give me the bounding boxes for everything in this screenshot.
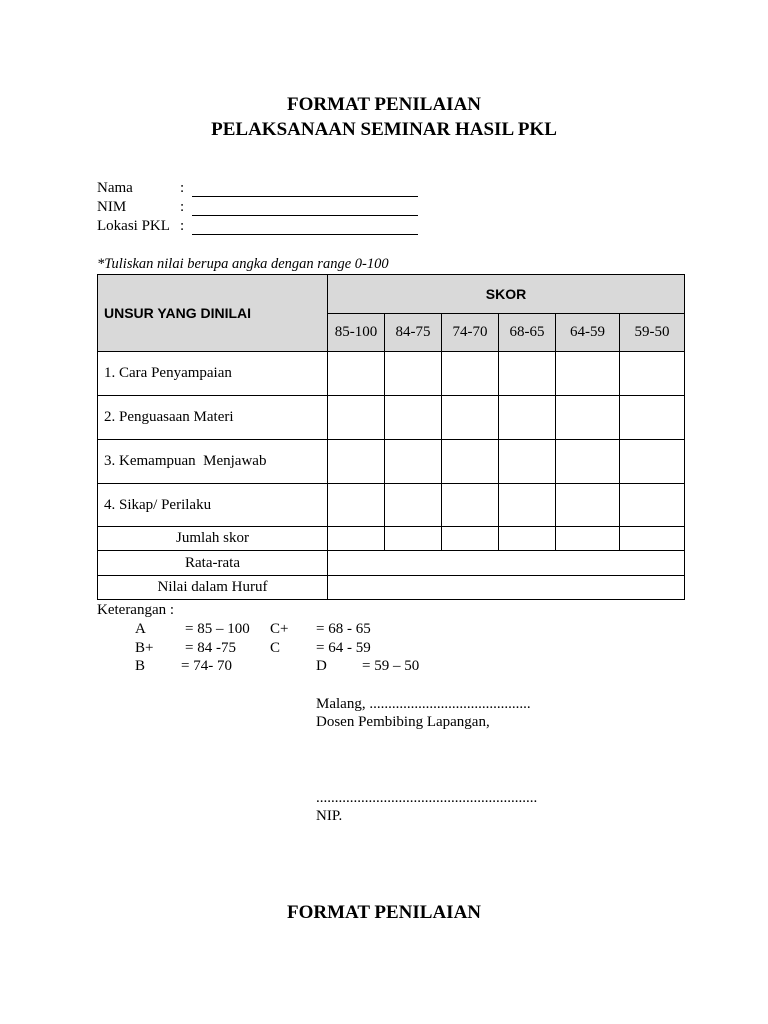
score-header: SKOR xyxy=(328,275,685,314)
score-cell[interactable] xyxy=(442,484,499,527)
score-cell[interactable] xyxy=(328,527,385,551)
instruction-note: *Tuliskan nilai berupa angka dengan range 0-100 xyxy=(97,256,389,272)
field-nim-line[interactable] xyxy=(192,201,418,221)
score-cell[interactable] xyxy=(556,440,620,484)
score-cell[interactable] xyxy=(442,440,499,484)
legend-grade: B+ xyxy=(135,640,154,656)
score-cell[interactable] xyxy=(328,440,385,484)
score-cell[interactable] xyxy=(556,352,620,396)
legend-range: = 74- 70 xyxy=(181,658,232,674)
table-row xyxy=(98,352,685,396)
score-cell[interactable] xyxy=(385,440,442,484)
field-location-line[interactable] xyxy=(192,220,418,240)
signer-nip: NIP. xyxy=(316,808,343,824)
score-range-header: 68-65 xyxy=(499,314,556,352)
field-location-sep: : xyxy=(180,218,185,234)
score-cell[interactable] xyxy=(442,396,499,440)
score-range-header: 74-70 xyxy=(442,314,499,352)
average-cell[interactable] xyxy=(328,551,685,576)
score-cell[interactable] xyxy=(556,484,620,527)
legend-grade: B xyxy=(135,658,146,674)
field-nim-label: NIM xyxy=(97,199,127,215)
score-cell[interactable] xyxy=(620,352,685,396)
criteria-label: 3. Kemampuan Menjawab xyxy=(98,440,328,484)
criteria-label: 4. Sikap/ Perilaku xyxy=(98,484,328,527)
score-cell[interactable] xyxy=(328,352,385,396)
table-row xyxy=(98,484,685,527)
score-range-header: 64-59 xyxy=(556,314,620,352)
score-cell[interactable] xyxy=(556,396,620,440)
score-cell[interactable] xyxy=(556,527,620,551)
legend-range: = 64 - 59 xyxy=(316,640,371,656)
score-cell[interactable] xyxy=(499,484,556,527)
score-cell[interactable] xyxy=(328,396,385,440)
score-cell[interactable] xyxy=(620,484,685,527)
score-table xyxy=(97,274,685,600)
score-cell[interactable] xyxy=(499,527,556,551)
legend-grade: D xyxy=(316,658,327,674)
legend-range: = 84 -75 xyxy=(185,640,236,656)
table-row xyxy=(98,440,685,484)
criteria-header: UNSUR YANG DINILAI xyxy=(98,275,328,352)
average-label: Rata-rata xyxy=(98,551,328,576)
score-cell[interactable] xyxy=(499,396,556,440)
letter-grade-label: Nilai dalam Huruf xyxy=(98,576,328,600)
field-location-label: Lokasi PKL xyxy=(97,218,170,234)
legend-range: = 68 - 65 xyxy=(316,621,371,637)
score-range-header: 84-75 xyxy=(385,314,442,352)
field-nim-sep: : xyxy=(180,199,185,215)
score-cell[interactable] xyxy=(620,527,685,551)
letter-grade-cell[interactable] xyxy=(328,576,685,600)
average-row xyxy=(98,551,685,576)
score-range-header: 59-50 xyxy=(620,314,685,352)
score-cell[interactable] xyxy=(442,527,499,551)
document-subtitle: PELAKSANAAN SEMINAR HASIL PKL xyxy=(211,119,557,140)
legend-grade: C+ xyxy=(270,621,289,637)
score-cell[interactable] xyxy=(499,352,556,396)
document-title: FORMAT PENILAIAN xyxy=(286,94,482,115)
legend-title: Keterangan : xyxy=(97,602,175,618)
score-cell[interactable] xyxy=(499,440,556,484)
next-document-title: FORMAT PENILAIAN xyxy=(286,902,482,923)
field-name-label: Nama xyxy=(97,180,133,196)
legend-grade: C xyxy=(270,640,281,656)
score-range-header: 85-100 xyxy=(328,314,385,352)
criteria-label: 2. Penguasaan Materi xyxy=(98,396,328,440)
field-name-line[interactable] xyxy=(192,182,418,202)
signer-role: Dosen Pembibing Lapangan, xyxy=(316,714,490,730)
score-cell[interactable] xyxy=(385,352,442,396)
score-cell[interactable] xyxy=(442,352,499,396)
score-cell[interactable] xyxy=(620,440,685,484)
score-cell[interactable] xyxy=(620,396,685,440)
criteria-label: 1. Cara Penyampaian xyxy=(98,352,328,396)
table-row xyxy=(98,396,685,440)
total-label: Jumlah skor xyxy=(98,527,328,551)
letter-grade-row xyxy=(98,576,685,600)
place-date: Malang, ........................................... xyxy=(316,696,531,712)
score-cell[interactable] xyxy=(328,484,385,527)
legend-grade: A xyxy=(135,621,146,637)
legend-range: = 59 – 50 xyxy=(362,658,420,674)
score-cell[interactable] xyxy=(385,527,442,551)
score-cell[interactable] xyxy=(385,396,442,440)
score-cell[interactable] xyxy=(385,484,442,527)
total-row xyxy=(98,527,685,551)
legend-range: = 85 – 100 xyxy=(185,621,250,637)
signer-name-line: ........................................................... xyxy=(316,790,538,806)
field-name-sep: : xyxy=(180,180,185,196)
